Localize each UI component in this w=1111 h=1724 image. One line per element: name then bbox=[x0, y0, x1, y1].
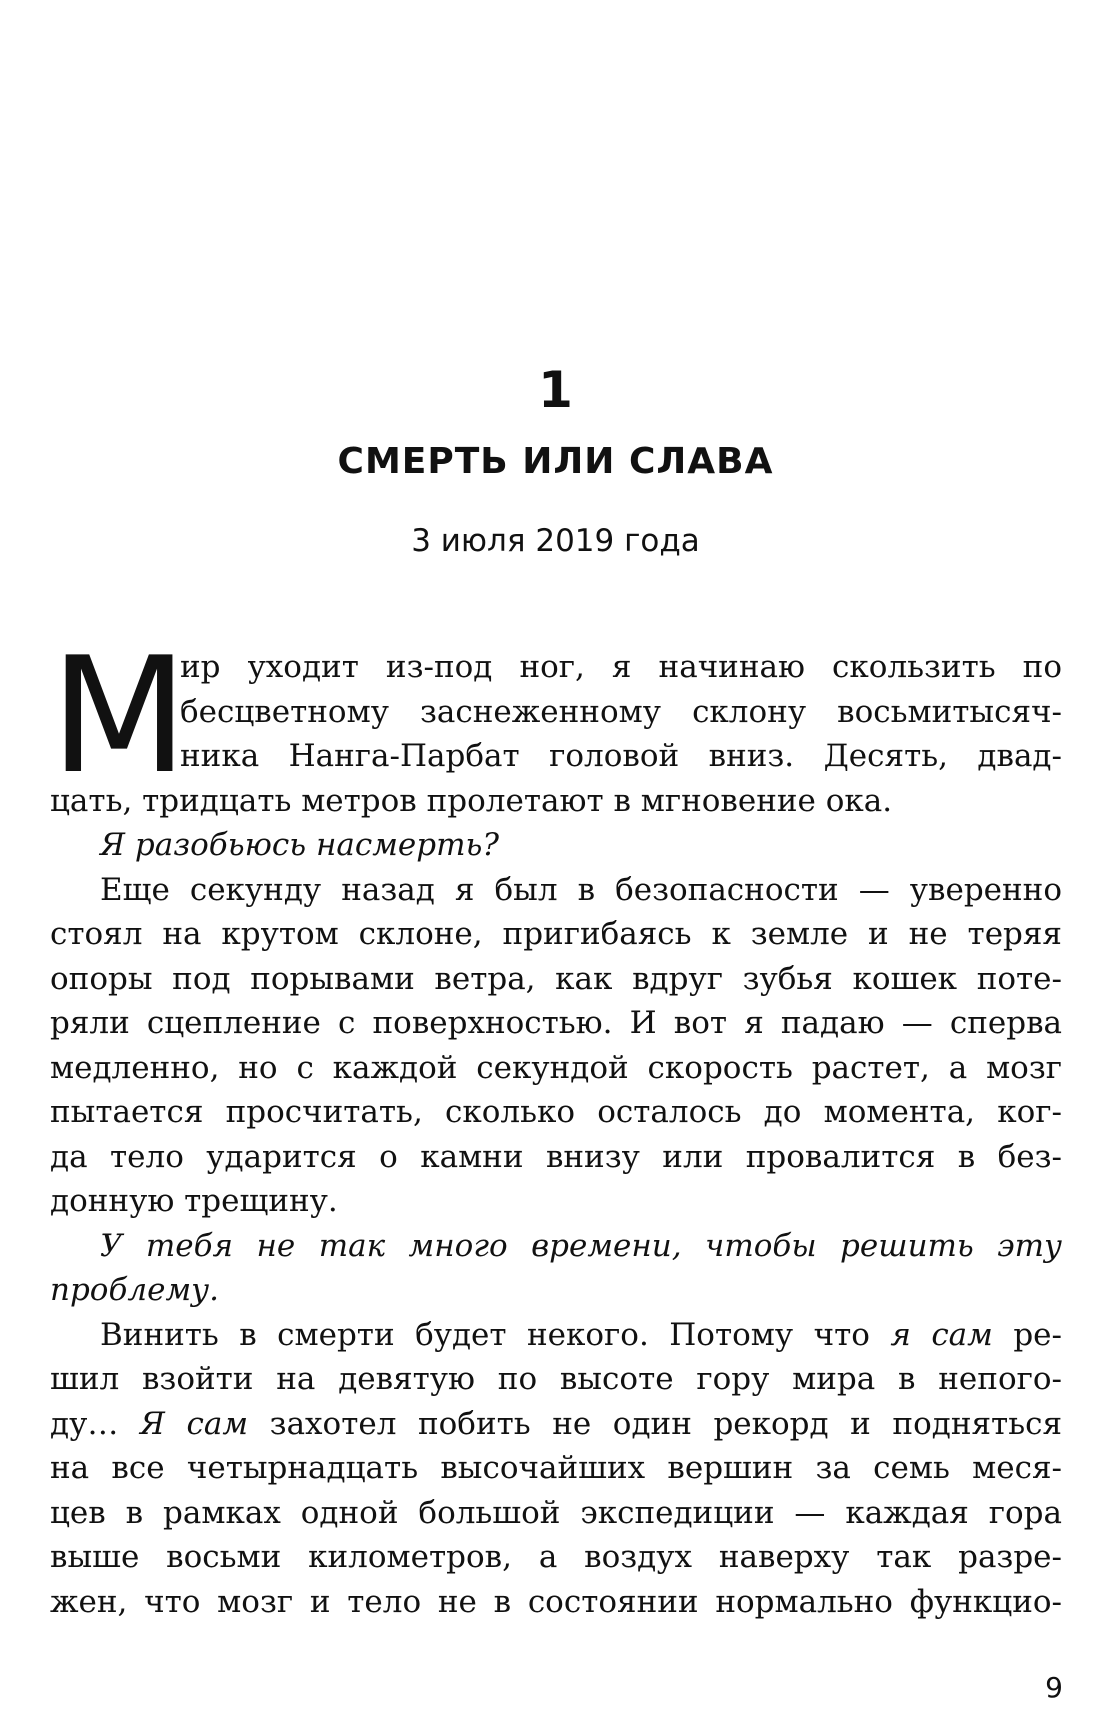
text-line: пытается просчитать, сколько осталось до момента, ког- bbox=[50, 1094, 1062, 1130]
drop-cap: М bbox=[50, 622, 189, 809]
body-text bbox=[50, 622, 1062, 1624]
text-segment: ре- bbox=[1013, 1316, 1062, 1353]
chapter-title: СМЕРТЬ ИЛИ СЛАВА bbox=[337, 441, 774, 482]
chapter-date: 3 июля 2019 года bbox=[411, 523, 700, 559]
italic-text: Я сам bbox=[139, 1405, 249, 1442]
text-line: жен, что мозг и тело не в состоянии нормально функцио- bbox=[50, 1583, 1062, 1620]
italic-text: проблему. bbox=[50, 1272, 220, 1308]
text-line: шил взойти на девятую по высоте гору мира в непого- bbox=[50, 1361, 1062, 1397]
text-line: бесцветному заснеженному склону восьмитысяч- bbox=[180, 693, 1062, 730]
italic-text: Я разобьюсь насмерть? bbox=[100, 827, 500, 863]
text-line: да тело ударится о камни внизу или провалится в без- bbox=[50, 1138, 1062, 1175]
text-line: опоры под порывами ветра, как вдруг зубья кошек поте- bbox=[50, 960, 1062, 997]
text-line: ир уходит из-под ног, я начинаю скользить по bbox=[180, 649, 1062, 685]
text-line: ряли сцепление с поверхностью. И вот я падаю — сперва bbox=[50, 1005, 1062, 1041]
text-line: медленно, но с каждой секундой скорость растет, а мозг bbox=[50, 1049, 1062, 1086]
text-line: цев в рамках одной большой экспедиции — каждая гора bbox=[50, 1494, 1062, 1531]
text-line-italic bbox=[50, 1268, 1062, 1313]
italic-text: У тебя не так много времени, чтобы решить эту bbox=[100, 1227, 1062, 1264]
text-segment: ду… bbox=[50, 1405, 119, 1442]
page-number: 9 bbox=[1045, 1671, 1063, 1704]
chapter-number: 1 bbox=[538, 361, 573, 419]
text-line: выше восьми километров, а воздух наверху так разре- bbox=[50, 1539, 1062, 1575]
text-line-italic bbox=[50, 823, 1062, 868]
text-line bbox=[50, 1402, 1062, 1447]
text-line: ника Нанга-Парбат головой вниз. Десять, двад- bbox=[180, 738, 1062, 774]
text-line: цать, тридцать метров пролетают в мгновение ока. bbox=[50, 782, 893, 819]
text-line: стоял на крутом склоне, пригибаясь к земле и не теряя bbox=[50, 916, 1062, 952]
text-line bbox=[50, 1313, 1062, 1358]
italic-text: я сам bbox=[890, 1316, 993, 1353]
text-line: донную трещину. bbox=[50, 1183, 338, 1219]
text-line: на все четырнадцать высочайших вершин за семь меся- bbox=[50, 1450, 1062, 1486]
text-segment: захотел побить не один рекорд и подняться bbox=[269, 1405, 1062, 1442]
text-line: Еще секунду назад я был в безопасности — уверенно bbox=[100, 871, 1062, 908]
text-line-italic bbox=[50, 1224, 1062, 1269]
text-segment: Винить в смерти будет некого. Потому что bbox=[100, 1316, 870, 1353]
